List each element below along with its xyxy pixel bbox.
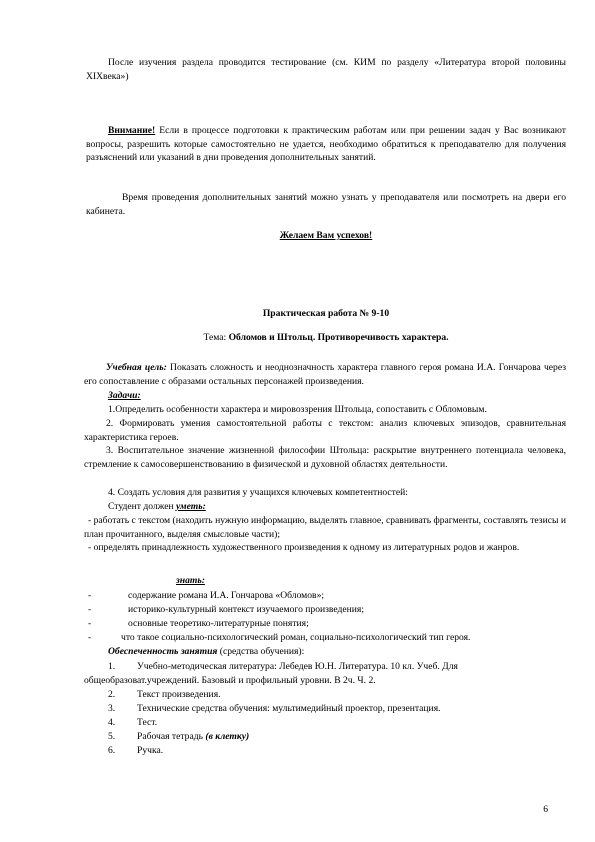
task-3 [84,444,566,471]
intro-paragraph [86,56,566,83]
student-lead: Студент должен [108,501,177,512]
provision-line [108,645,566,659]
provision-5-note: (в клетку) [205,731,250,742]
list-bullet: - [88,618,92,629]
know-label: знать: [176,575,205,586]
skill-1-text: - работать с текстом (находить нужную информацию, выделять главное, сравнивать фрагменты, составлять тезисы и план прочитанного, выделяя смысловые части); [84,515,566,540]
provision-num: 1. [108,661,116,672]
work-title-text: Практическая работа № 9-10 [262,308,390,319]
task-2-text: 2. Формировать умения самостоятельной работы с текстом: анализ ключевых эпизодов, сравнительная характеристика героев. [84,418,566,443]
provision-5-main: Рабочая тетрадь [137,731,206,742]
tasks-label: Задачи: [108,390,141,401]
task-1-text: 1.Определить особенности характера и мировоззрения Штольца, сопоставить с Обломовым. [108,404,487,415]
skill-1 [84,514,566,541]
know-label-line [176,574,376,588]
provision-5-text [137,730,249,744]
task-2 [84,417,566,444]
tasks-label-line [108,389,308,403]
intro-text: После изучения раздела проводится тестирование (см. КИМ по разделу «Литература второй половины XIXвека») [86,57,566,82]
provision-6-text: Ручка. [137,745,164,756]
theme-text: Обломов и Штольц. Противоречивость характера. [228,332,449,343]
extra-time-text: Время проведения дополнительных занятий можно узнать у преподавателя или посмотреть на двери его кабинета. [86,192,566,217]
theme-label: Тема: [203,332,229,343]
page-number: 6 [543,804,548,815]
goal-paragraph [84,361,566,388]
provision-text: (средства обучения): [217,646,305,657]
work-title [86,307,566,321]
wish-line [86,229,566,243]
list-bullet: - [88,632,92,643]
wish-text: Желаем Вам успехов! [279,230,373,241]
skill-2 [84,541,566,555]
provision-3-text: Технические средства обучения: мультимедийный проектор, презентация. [137,703,441,714]
must-label: уметь: [176,501,206,512]
provision-1-continuation: общеобразоват.учреждений. Базовый и профильный уровни. В 2ч. Ч. 2. [84,675,376,686]
task-3-text: 3. Воспитательное значение жизненной философии Штольца: раскрытие внутреннего потенциала человека, стремление к самосовершенствованию в физической и духовной областях деятельности. [84,445,566,470]
knowledge-1-text: содержание романа И.А. Гончарова «Обломов»; [128,590,325,601]
task-4 [108,486,566,500]
knowledge-4-text: что такое социально-психологический роман, социально-психологический тип героя. [121,632,471,643]
goal-text: Показать сложность и неоднозначность характера главного героя романа И.А. Гончарова через его сопоставление с образами остальных персонажей произведения. [84,362,567,387]
task-1 [108,403,566,417]
goal-label: Учебная цель: [106,362,167,373]
provision-num: 5. [108,731,116,742]
provision-label: Обеспеченность занятия [108,646,218,657]
provision-2-text: Текст произведения. [137,689,221,700]
provision-num: 4. [108,717,116,728]
list-bullet: - [88,604,92,615]
task-4-text: 4. Создать условия для развития у учащихся ключевых компетентностей: [108,487,408,498]
work-theme [86,331,566,345]
attention-text: Если в процессе подготовки к практическим работам или при решении задач у Вас возникают вопросы, разрешить которые самостоятельно не удается, необходимо обратиться к преподавателю для получения разъяснений или указаний в дни проведения дополнительных занятий. [86,125,566,164]
provision-num: 2. [108,689,116,700]
list-bullet: - [88,590,92,601]
knowledge-3-text: основные теоретико-литературные понятия; [128,618,309,629]
student-must-line [108,500,566,514]
provision-1-text: Учебно-методическая литература: Лебедев Ю.Н. Литература. 10 кл. Учеб. Для [137,661,458,672]
attention-paragraph [86,124,566,165]
extra-time-paragraph [86,191,566,218]
provision-item-continuation [84,674,376,688]
attention-label: Внимание! [108,125,156,136]
provision-num: 3. [108,703,116,714]
provision-num: 6. [108,745,116,756]
provision-4-text: Тест. [137,717,158,728]
skill-2-text: - определять принадлежность художественного произведения к одному из литературных родов и жанров. [88,542,520,553]
knowledge-2-text: историко-культурный контекст изучаемого произведения; [128,604,365,615]
